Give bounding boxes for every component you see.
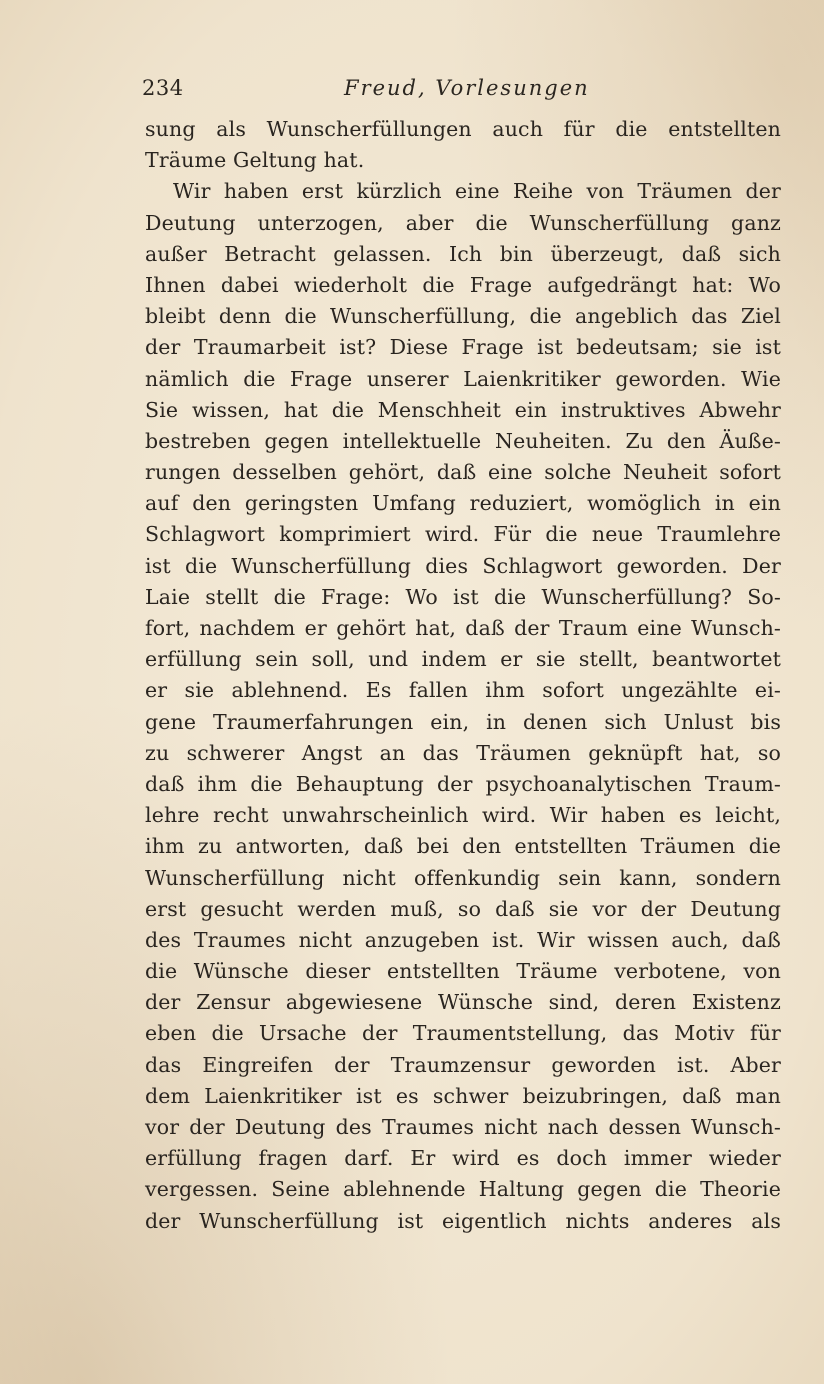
text-line: daß ihm die Behauptung der psychoanalytischen Traum-: [145, 771, 781, 796]
text-line: lehre recht unwahrscheinlich wird. Wir haben es leicht,: [145, 803, 781, 828]
body-text: [145, 114, 781, 1237]
text-line: vor der Deutung des Traumes nicht nach dessen Wunsch-: [145, 1115, 781, 1139]
text-line: zu schwerer Angst an das Träumen geknüpft hat, so: [145, 740, 781, 765]
text-line: bleibt denn die Wunscherfüllung, die angeblich das Ziel: [145, 304, 781, 329]
running-head: Freud, Vorlesungen: [344, 76, 590, 100]
text-line: bestreben gegen intellektuelle Neuheiten. Zu den Äuße-: [145, 428, 781, 453]
text-line: Deutung unterzogen, aber die Wunscherfüllung ganz: [145, 210, 781, 235]
text-line: der Traumarbeit ist? Diese Frage ist bedeutsam; sie ist: [145, 335, 781, 360]
text-line: rungen desselben gehört, daß eine solche Neuheit sofort: [145, 460, 781, 485]
page-header: [142, 76, 782, 106]
text-line: der Zensur abgewiesene Wünsche sind, deren Existenz: [145, 990, 781, 1015]
text-line: das Eingreifen der Traumzensur geworden ist. Aber: [145, 1052, 781, 1077]
text-line: vergessen. Seine ablehnende Haltung gegen die Theorie: [145, 1177, 781, 1202]
text-line: ihm zu antworten, daß bei den entstellten Träumen die: [145, 834, 781, 859]
text-line: Träume Geltung hat.: [145, 148, 365, 173]
text-line: Laie stellt die Frage: Wo ist die Wunscherfüllung? So-: [145, 584, 781, 609]
text-line: des Traumes nicht anzugeben ist. Wir wissen auch, daß: [145, 927, 781, 952]
text-line: Ihnen dabei wiederholt die Frage aufgedrängt hat: Wo: [145, 272, 781, 297]
text-line: die Wünsche dieser entstellten Träume verbotene, von: [145, 959, 781, 984]
text-line: außer Betracht gelassen. Ich bin überzeugt, daß sich: [145, 241, 781, 266]
text-line: auf den geringsten Umfang reduziert, womöglich in ein: [145, 491, 781, 516]
text-line: erst gesucht werden muß, so daß sie vor der Deutung: [145, 896, 781, 921]
text-line: er sie ablehnend. Es fallen ihm sofort ungezählte ei-: [145, 678, 781, 703]
text-line: erfüllung fragen darf. Er wird es doch immer wieder: [145, 1146, 781, 1171]
text-line: sung als Wunscherfüllungen auch für die entstellten: [145, 117, 781, 141]
text-line: eben die Ursache der Traumentstellung, das Motiv für: [145, 1021, 781, 1046]
text-line: gene Traumerfahrungen ein, in denen sich Unlust bis: [145, 709, 781, 734]
page-number: 234: [142, 76, 184, 100]
text-line: Schlagwort komprimiert wird. Für die neue Traumlehre: [145, 522, 781, 547]
text-line: der Wunscherfüllung ist eigentlich nichts anderes als: [145, 1208, 781, 1233]
text-line: ist die Wunscherfüllung dies Schlagwort geworden. Der: [145, 553, 781, 578]
text-line: erfüllung sein soll, und indem er sie stellt, beantwortet: [145, 647, 781, 672]
text-line: nämlich die Frage unserer Laienkritiker geworden. Wie: [145, 366, 781, 391]
text-line: fort, nachdem er gehört hat, daß der Traum eine Wunsch-: [145, 616, 781, 640]
text-line: Wir haben erst kürzlich eine Reihe von Träumen der: [173, 179, 781, 204]
text-line: dem Laienkritiker ist es schwer beizubringen, daß man: [145, 1083, 781, 1108]
text-line: Sie wissen, hat die Menschheit ein instruktives Abwehr: [145, 397, 781, 422]
text-line: Wunscherfüllung nicht offenkundig sein kann, sondern: [145, 865, 781, 890]
